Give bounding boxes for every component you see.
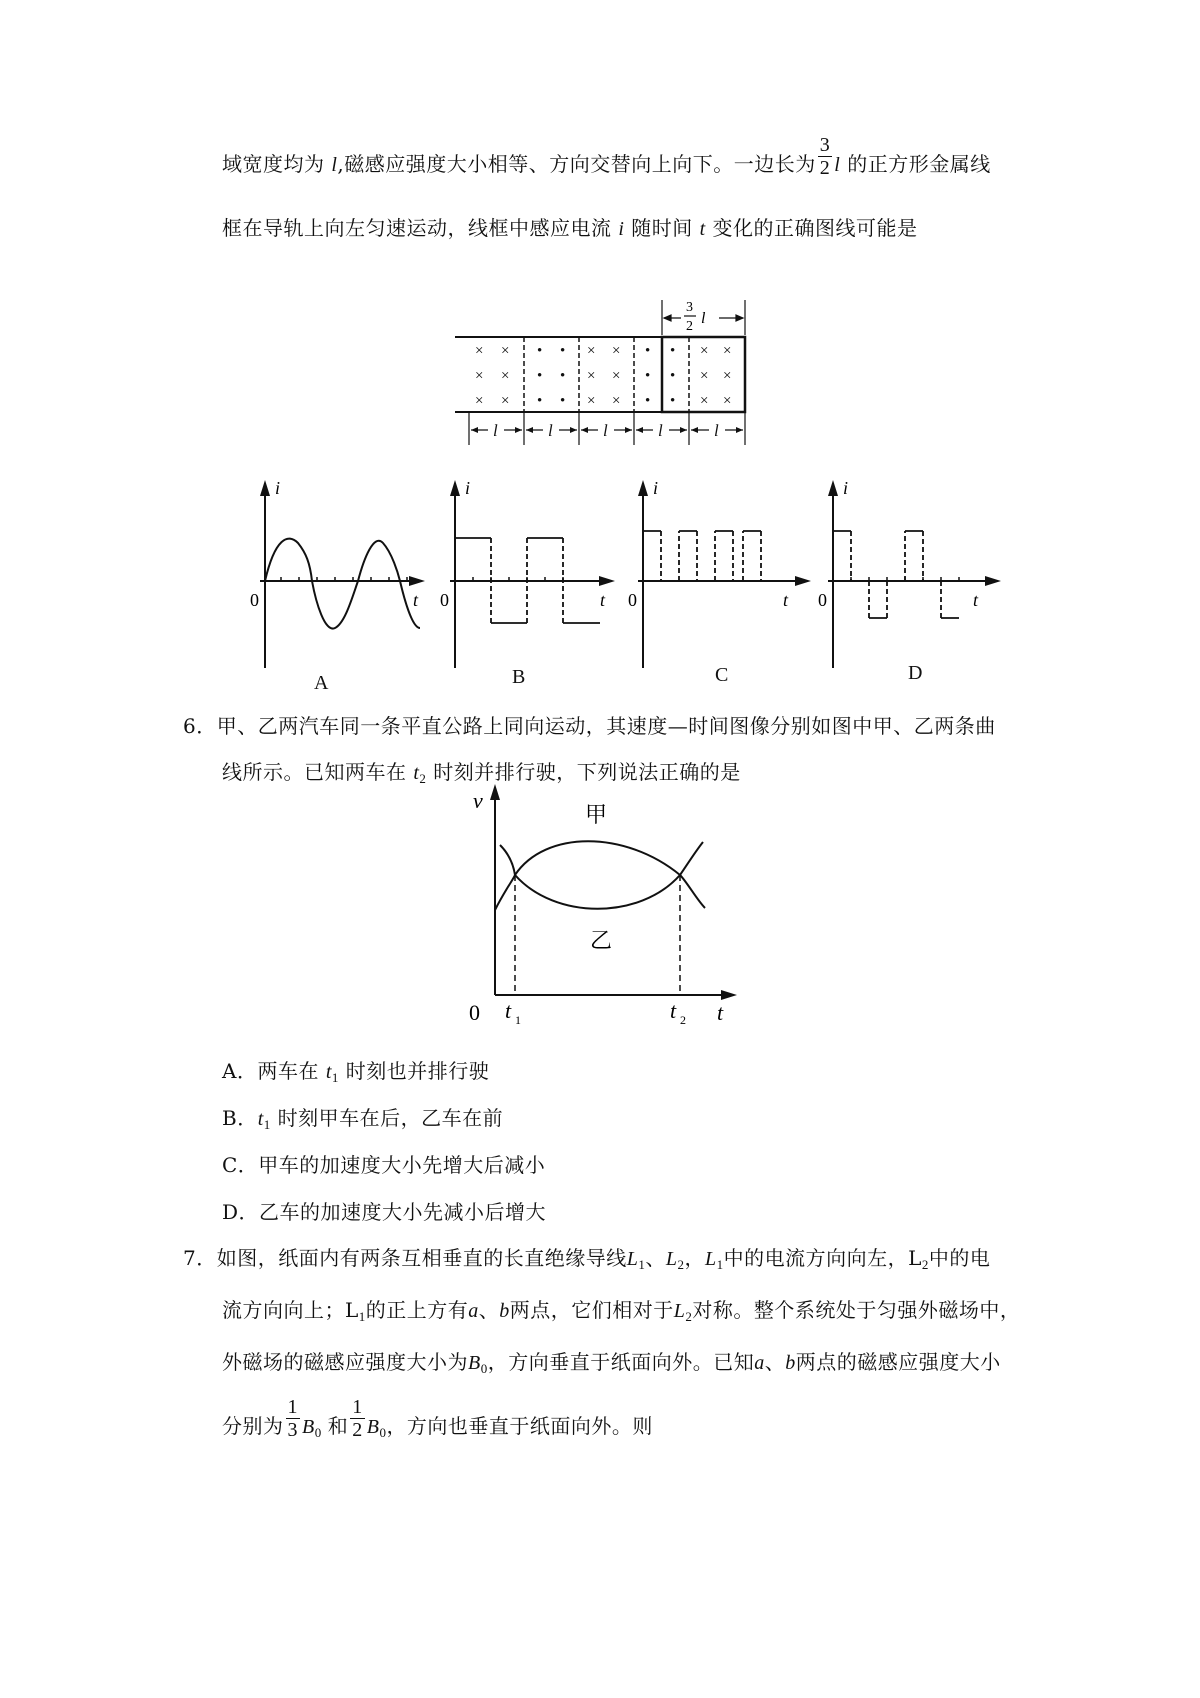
loop-width-var: l — [701, 310, 706, 327]
q7-sub: 2 — [677, 1257, 685, 1272]
axis-v-label: v — [473, 788, 483, 813]
q7-text: 两点，它们相对于 — [509, 1298, 674, 1322]
t1-sub: 1 — [515, 1013, 521, 1025]
q7-sub: 1 — [638, 1257, 646, 1272]
dot-mark: • — [645, 343, 651, 359]
region-label: l — [493, 421, 498, 440]
q7-line-4 — [222, 1396, 653, 1447]
q5-line-2 — [222, 214, 918, 243]
q6-option-c: C．甲车的加速度大小先增大后减小 — [222, 1153, 546, 1177]
cross-mark: × — [501, 343, 510, 359]
region-label: l — [603, 421, 608, 440]
region-boundaries — [524, 337, 689, 412]
q7-sub: 2 — [685, 1309, 693, 1324]
q6-var-t: t — [413, 762, 420, 784]
q7-var-L: L — [345, 1298, 359, 1322]
q7-var-a: a — [754, 1352, 765, 1374]
q5-text: 的正方形金属线 — [840, 152, 991, 176]
q5-text: 框在导轨上向左匀速运动，线框中感应电流 — [222, 216, 619, 240]
q5-text: ,磁感应强度大小相等、方向交替向上向下。一边长为 — [337, 152, 816, 176]
cross-mark: × — [587, 343, 596, 359]
curve-jia — [495, 841, 705, 910]
cross-mark: × — [475, 343, 484, 359]
dot-mark: • — [537, 343, 543, 359]
q5-text: 域宽度均为 — [222, 152, 332, 176]
axis-i-label: i — [465, 478, 471, 498]
q5-graph-d-caption: D — [908, 662, 923, 684]
q7-text: 分别为 — [222, 1414, 284, 1438]
sine-curve — [265, 539, 420, 629]
q7-line-2 — [222, 1296, 1020, 1331]
dot-mark: • — [537, 393, 543, 409]
q7-var-L: L — [665, 1248, 678, 1270]
cross-mark: × — [612, 393, 621, 409]
q5-frac-num: 3 — [819, 134, 831, 156]
loop-width-den: 2 — [686, 319, 693, 334]
q7-var-b: b — [785, 1352, 796, 1374]
q7-frac-den: 3 — [287, 1419, 298, 1441]
q6-option-text: 时刻也并排行驶 — [338, 1059, 490, 1083]
dot-mark: • — [670, 343, 676, 359]
curve-yi-label: 乙 — [590, 928, 613, 953]
q7-var-b: b — [499, 1300, 510, 1322]
cross-mark: × — [475, 393, 484, 409]
axis-t-label: t — [973, 590, 979, 610]
t1-label: t — [505, 998, 512, 1023]
q7-text: ， — [684, 1246, 705, 1270]
cross-mark: × — [475, 368, 484, 384]
q7-number: 7． — [183, 1246, 217, 1270]
q5-text: 变化的正确图线可能是 — [705, 216, 918, 240]
q7-frac-den: 2 — [352, 1419, 363, 1441]
q7-sub: 1 — [716, 1257, 724, 1272]
q5-field-diagram — [455, 295, 755, 445]
cross-mark: × — [612, 368, 621, 384]
q6-option-a — [222, 1057, 489, 1092]
dot-mark: • — [537, 368, 543, 384]
cross-mark: × — [587, 393, 596, 409]
q7-line-3 — [222, 1348, 1001, 1383]
q7-text: ，方向也垂直于纸面向外。则 — [386, 1414, 653, 1438]
q6-text: 线所示。已知两车在 — [222, 760, 414, 784]
alternating-pulse-wave — [833, 531, 959, 618]
axis-t-label: t — [717, 1000, 724, 1025]
q7-sub: 0 — [314, 1425, 322, 1440]
q6-vt-graph — [465, 780, 745, 1025]
region-label: l — [658, 421, 663, 440]
q5-var-t: t — [699, 218, 706, 240]
q7-fraction-2 — [350, 1396, 365, 1441]
cross-mark: × — [700, 368, 709, 384]
q5-fraction — [818, 134, 833, 179]
q5-var-i: i — [618, 218, 625, 240]
axis-t-label: t — [783, 590, 789, 610]
q7-text: 中的电流方向向左， — [723, 1246, 909, 1270]
axis-t-label: t — [413, 590, 419, 610]
q7-var-L: L — [908, 1246, 922, 1270]
q6-number: 6． — [183, 714, 217, 738]
origin-label: 0 — [250, 590, 259, 610]
q5-text: 随时间 — [624, 216, 700, 240]
axis-i-label: i — [843, 478, 849, 498]
cross-mark: × — [501, 368, 510, 384]
dot-mark: • — [645, 368, 651, 384]
region-label: l — [714, 421, 719, 440]
curve-jia-label: 甲 — [585, 802, 608, 827]
dot-mark: • — [560, 368, 566, 384]
q7-var-L: L — [673, 1300, 686, 1322]
q7-text: 流方向向上； — [222, 1298, 345, 1322]
q5-graph-a — [250, 478, 430, 678]
q5-graph-c — [628, 478, 818, 678]
pulse-wave — [643, 531, 761, 581]
q7-var-L: L — [704, 1248, 717, 1270]
q6-text: 甲、乙两汽车同一条平直公路上同向运动，其速度—时间图像分别如图中甲、乙两条曲 — [216, 714, 996, 738]
loop-width-num: 3 — [686, 300, 693, 315]
q7-frac-num: 1 — [287, 1396, 298, 1418]
axis-i-label: i — [653, 478, 659, 498]
q7-var-B: B — [366, 1416, 380, 1438]
q7-text: 如图，纸面内有两条互相垂直的长直绝缘导线 — [216, 1246, 627, 1270]
q7-text: 中的电 — [928, 1246, 991, 1270]
q5-line-1 — [222, 134, 991, 179]
cross-mark: × — [501, 393, 510, 409]
q7-text: 对称。整个系统处于匀强外磁场中， — [692, 1298, 1021, 1322]
q6-option-b — [222, 1104, 503, 1139]
cross-mark: × — [723, 368, 732, 384]
q5-graph-a-caption: A — [314, 672, 329, 694]
q7-var-a: a — [468, 1300, 479, 1322]
origin-label: 0 — [628, 590, 637, 610]
field-symbols — [475, 343, 731, 409]
q6-option-text: A．两车在 — [222, 1059, 326, 1083]
q6-option-text: B． — [222, 1106, 258, 1130]
origin-label: 0 — [469, 1000, 480, 1025]
cross-mark: × — [723, 343, 732, 359]
q6-sub: 2 — [419, 771, 427, 786]
cross-mark: × — [700, 343, 709, 359]
q7-text: 、 — [645, 1246, 666, 1270]
cross-mark: × — [587, 368, 596, 384]
q7-text: 和 — [327, 1414, 349, 1438]
origin-label: 0 — [440, 590, 449, 610]
q7-text: 的正上方有 — [365, 1298, 469, 1322]
q6-sub: 1 — [331, 1070, 339, 1085]
q7-frac-num: 1 — [352, 1396, 363, 1418]
axis-i-label: i — [275, 478, 281, 498]
q6-sub: 1 — [263, 1117, 271, 1132]
origin-label: 0 — [818, 590, 827, 610]
q6-text: 时刻并排行驶，下列说法正确的是 — [426, 760, 741, 784]
q5-var-l: l — [834, 154, 841, 176]
q5-graph-b-caption: B — [512, 666, 526, 688]
cross-mark: × — [700, 393, 709, 409]
q7-var-L: L — [626, 1248, 639, 1270]
dot-mark: • — [560, 393, 566, 409]
dot-mark: • — [670, 368, 676, 384]
t2-label: t — [670, 998, 677, 1023]
q5-var-l: l — [331, 154, 338, 176]
q7-text: 两点的磁感应强度大小 — [795, 1350, 1001, 1374]
q7-sub: 2 — [921, 1257, 929, 1272]
q5-frac-den: 2 — [819, 157, 831, 179]
dot-mark: • — [670, 393, 676, 409]
q6-option-d: D．乙车的加速度大小先减小后增大 — [222, 1200, 547, 1224]
t2-sub: 2 — [680, 1013, 686, 1025]
q7-sub: 0 — [379, 1425, 387, 1440]
q7-text: ，方向垂直于纸面向外。已知 — [487, 1350, 755, 1374]
q7-text: 外磁场的磁感应强度大小为 — [222, 1350, 468, 1374]
q7-text: 、 — [764, 1350, 786, 1374]
q6-var-t: t — [257, 1108, 264, 1130]
dot-mark: • — [560, 343, 566, 359]
cross-mark: × — [612, 343, 621, 359]
q5-graph-d — [818, 478, 1008, 678]
q7-var-B: B — [302, 1416, 315, 1438]
q5-graph-b — [440, 478, 620, 678]
region-label: l — [548, 421, 553, 440]
q6-line-1 — [183, 712, 996, 740]
q7-var-B: B — [468, 1352, 481, 1374]
q7-text: 、 — [478, 1298, 500, 1322]
q6-var-t: t — [325, 1061, 332, 1083]
q6-option-text: 时刻甲车在后，乙车在前 — [270, 1106, 504, 1130]
dot-mark: • — [645, 393, 651, 409]
q7-fraction-1 — [286, 1396, 301, 1441]
curve-yi — [500, 842, 703, 909]
cross-mark: × — [723, 393, 732, 409]
q7-sub: 0 — [480, 1361, 488, 1376]
q7-line-1 — [183, 1244, 990, 1279]
q5-graph-c-caption: C — [715, 664, 729, 686]
q7-sub: 1 — [358, 1309, 366, 1324]
axis-t-label: t — [600, 590, 606, 610]
